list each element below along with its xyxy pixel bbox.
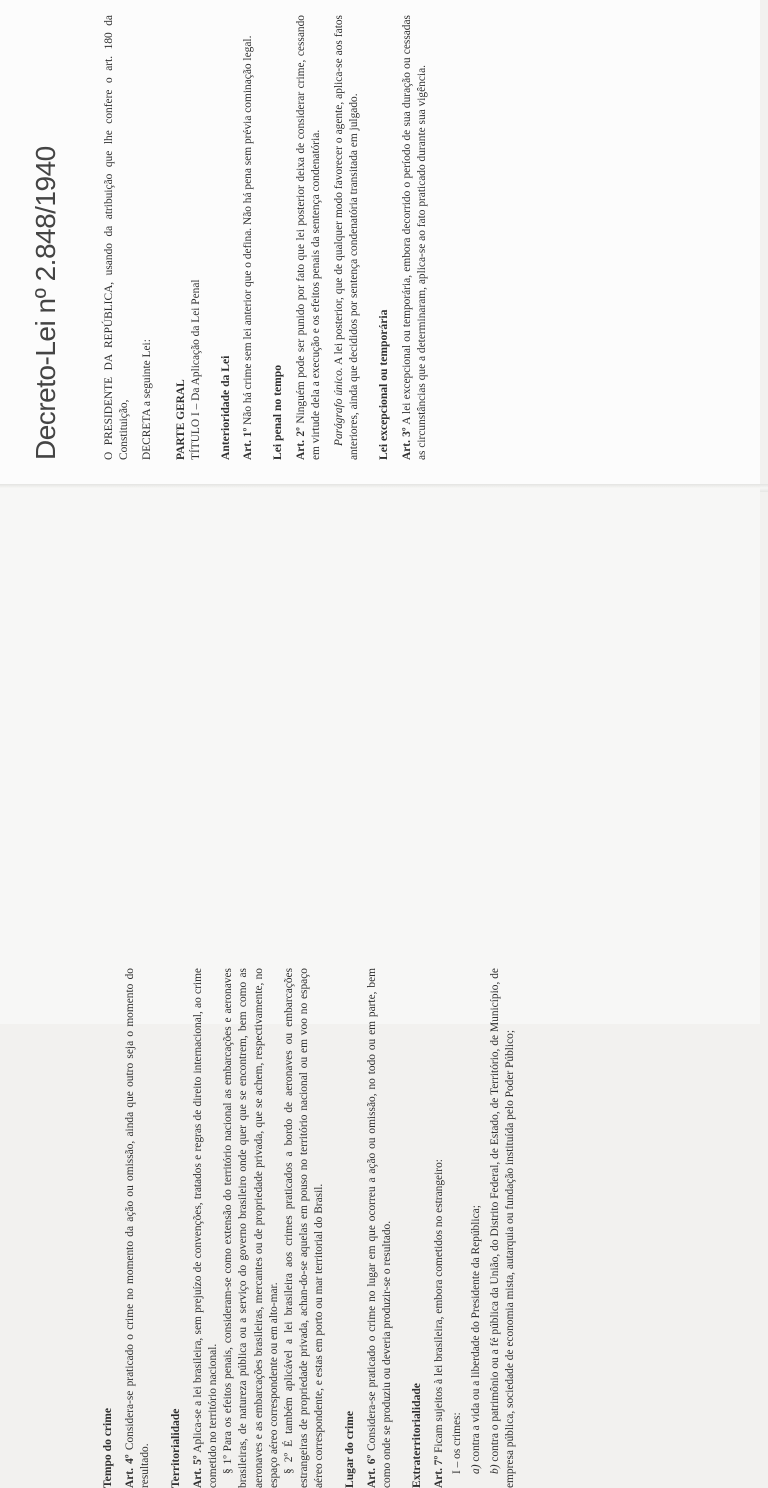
article-5-paragraph-1-text: Para os efeitos penais, consideram-se como extensão do território nacional as embarcações e aeronaves brasileiras, de natureza pública ou a serviço do governo brasileiro onde quer que se encontrem, bem como as aeronaves e as embarcações brasileiras, mercantes ou de propriedade privada, que se achem, respectivamente, no espaço aéreo correspondente ou em alto-mar. <box>222 968 280 1488</box>
article-5-paragraph-2 <box>282 968 328 1488</box>
article-4 <box>123 968 153 1488</box>
article-7-item-i: I – os crimes: <box>450 1412 463 1474</box>
article-5 <box>191 968 221 1488</box>
article-6-text: Considera-se praticado o crime no lugar em que ocorreu a ação ou omissão, no todo ou em parte, bem como onde se produziu ou deveria produzir-se o resultado. <box>365 968 394 1488</box>
article-7-label: Art. 7º <box>433 1455 446 1488</box>
article-4-text: Considera-se praticado o crime no momento da ação ou omissão, ainda que outro seja o momento do resultado. <box>124 968 152 1488</box>
article-7-text: Ficam sujeitos à lei brasileira, embora cometidos no estrangeiro: <box>433 1159 446 1456</box>
heading-lugar-crime: Lugar do crime <box>342 1410 356 1488</box>
article-6 <box>365 968 395 1488</box>
article-2-paragrafo-text: A lei posterior, que de qualquer modo favorecer o agente, aplica-se aos fatos anteriores, ainda que decididos por sentença condenatória transitada em julgado. <box>333 15 361 460</box>
article-5-text: Aplica-se a lei brasileira, sem prejuízo de convenções, tratados e regras de direito internacional, ao crime cometido no território nacional. <box>191 968 220 1488</box>
right-page <box>0 488 760 1488</box>
article-1-label: Art. 1º <box>242 427 255 460</box>
article-7-item-b <box>488 968 518 1488</box>
article-7-item-a-label: a) <box>469 1464 482 1474</box>
left-page-content <box>30 15 690 460</box>
article-2-label: Art. 2º <box>294 427 307 460</box>
document-title: Decreto-Lei nº 2.848/1940 <box>30 146 61 460</box>
article-5-paragraph-2-label: § 2º <box>283 1453 296 1474</box>
article-3-text: A lei excepcional ou temporária, embora decorrido o período de sua duração ou cessadas as circunstâncias que a determinaram, aplica-se ao fato praticado durante sua vigência. <box>400 15 428 460</box>
article-5-paragraph-1-label: § 1º <box>222 1455 235 1474</box>
article-5-paragraph-1 <box>221 968 282 1488</box>
article-6-label: Art. 6º <box>365 1454 378 1488</box>
intro-paragraph: O PRESIDENTE DA REPÚBLICA, usando da atribuição que lhe confere o art. 180 da Constituição, <box>103 15 131 460</box>
article-2-paragrafo <box>332 15 362 460</box>
parte-geral-heading: PARTE GERAL <box>174 379 187 460</box>
article-1-text: Não há crime sem lei anterior que o defina. Não há pena sem prévia cominação legal. <box>242 35 255 428</box>
article-7-item-b-label: b) <box>489 1464 502 1474</box>
article-5-paragraph-2-text: É também aplicável a lei brasileira aos crimes praticados a bordo de aeronaves ou embarcações estrangeiras de propriedade privada, achan-do-se aquelas em pouso no território nacional ou em voo no espaço aéreo correspondente, e estas em porto ou mar territorial do Brasil. <box>283 968 326 1488</box>
article-3-label: Art. 3º <box>400 427 413 460</box>
heading-tempo-crime: Tempo do crime <box>101 1407 114 1488</box>
heading-territorialidade: Territorialidade <box>168 1408 182 1488</box>
article-2-text: Ninguém pode ser punido por fato que lei posterior deixa de considerar crime, cessando em virtude dela a execução e os efeitos penais da sentença condenatória. <box>294 15 322 460</box>
heading-lei-penal-tempo: Lei penal no tempo <box>271 364 285 460</box>
article-2-paragrafo-label: Parágrafo único. <box>333 367 346 446</box>
titulo-heading: TÍTULO I – Da Aplicação da Lei Penal <box>189 279 202 460</box>
article-7-item-a-text: contra a vida ou a liberdade do Presidente da República; <box>469 1205 482 1465</box>
right-page-content <box>100 968 760 1488</box>
article-2 <box>294 15 324 460</box>
heading-extraterritorialidade: Extraterritorialidade <box>410 1383 424 1488</box>
article-4-label: Art. 4º <box>124 1454 137 1488</box>
decreta-paragraph: DECRETA a seguinte Lei: <box>141 339 154 460</box>
left-page <box>0 0 760 486</box>
article-7-item-b-text: contra o patrimônio ou a fé pública da União, do Distrito Federal, de Estado, de Território, de Município, de empresa pública, sociedade de economia mista, autarquia ou fundação instituída pelo Poder Público; <box>489 968 517 1488</box>
article-3 <box>400 15 430 460</box>
heading-anterioridade: Anterioridade da Lei <box>219 355 233 460</box>
heading-lei-excepcional: Lei excepcional ou temporária <box>377 309 391 460</box>
article-1 <box>241 15 256 460</box>
article-7 <box>432 968 447 1488</box>
article-7-item-a <box>469 968 484 1488</box>
article-5-label: Art. 5º <box>191 1455 204 1488</box>
